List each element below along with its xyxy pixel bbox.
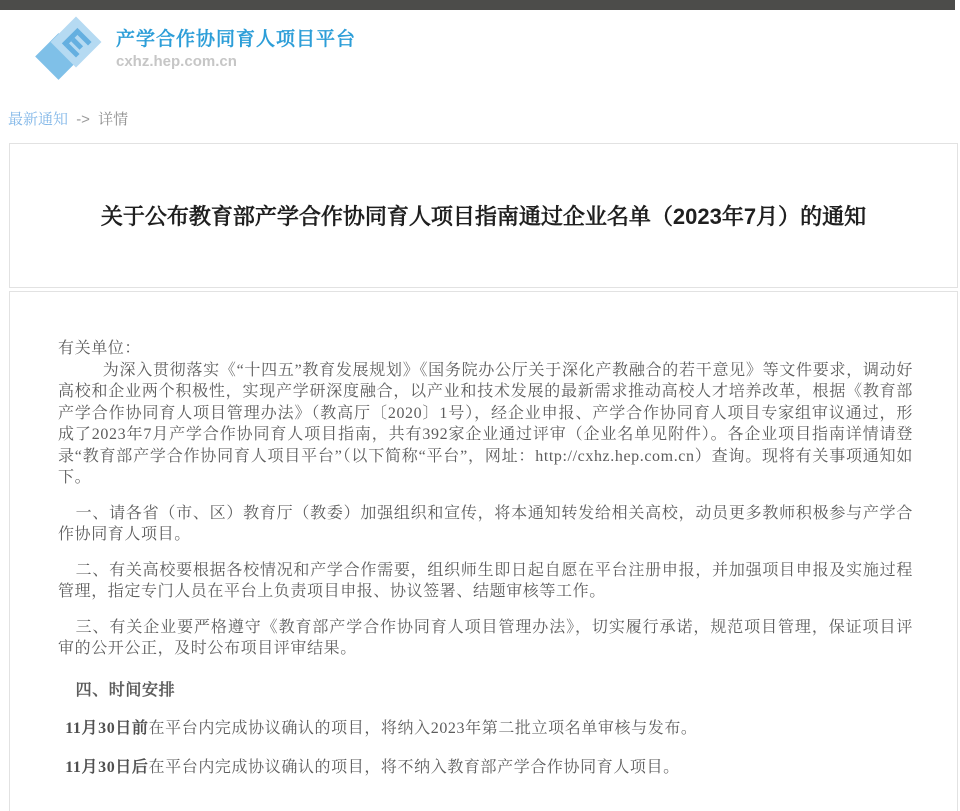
breadcrumb-separator: -> <box>76 111 90 128</box>
site-header <box>0 10 960 86</box>
notice-title: 关于公布教育部产学合作协同育人项目指南通过企业名单（2023年7月）的通知 <box>100 204 867 229</box>
notice-deadline-before <box>58 718 913 740</box>
brand-block <box>116 28 356 72</box>
notice-deadline-after <box>58 757 913 779</box>
notice-intro-paragraph: 为深入贯彻落实《“十四五”教育发展规划》《国务院办公厅关于深化产教融合的若干意见》等文件要求，调动好高校和企业两个积极性，实现产学研深度融合，以产业和技术发展的最新需求推动高校人才培养改革，根据《教育部产学合作协同育人项目管理办法》（教高厅〔2020〕1号），经企业申报、产学合作协同育人项目专家组审议通过，形成了2023年7月产学合作协同育人项目指南，共有392家企业通过评审（企业名单见附件）。各企业项目指南详情请登录“教育部产学合作协同育人项目平台”（以下简称“平台”，网址：http://cxhz.hep.com.cn）查询。现将有关事项通知如下。 <box>58 361 913 486</box>
logo-e-glyph-icon <box>62 28 92 58</box>
notice-section-heading: 四、时间安排 <box>75 681 176 699</box>
notice-title-card <box>9 143 958 288</box>
breadcrumb-current-detail: 详情 <box>98 111 129 128</box>
notice-item-1: 一、请各省（市、区）教育厅（教委）加强组织和宣传，将本通知转发给相关高校，动员更多教师积极参与产学合作协同育人项目。 <box>58 504 913 543</box>
deadline-before-date: 11月30日前 <box>65 720 149 737</box>
deadline-after-date: 11月30日后 <box>65 758 149 776</box>
breadcrumb <box>0 86 960 135</box>
breadcrumb-link-latest-notices[interactable]: 最新通知 <box>8 111 69 128</box>
brand-title[interactable]: 产学合作协同育人项目平台 <box>116 29 357 50</box>
deadline-before-text: 在平台内完成协议确认的项目，将纳入2023年第二批立项名单审核与发布。 <box>148 720 698 737</box>
top-window-bar <box>0 0 955 10</box>
platform-logo-icon[interactable] <box>40 18 104 82</box>
brand-url: cxhz.hep.com.cn <box>116 53 237 70</box>
notice-item-3: 三、有关企业要严格遵守《教育部产学合作协同育人项目管理办法》，切实履行承诺，规范项目管理，保证项目评审的公开公正，及时公布项目评审结果。 <box>58 618 913 657</box>
deadline-after-text: 在平台内完成协议确认的项目，将不纳入教育部产学合作协同育人项目。 <box>148 758 680 776</box>
notice-salutation: 有关单位： <box>58 340 142 357</box>
notice-body-card <box>9 291 958 811</box>
notice-item-2: 二、有关高校要根据各校情况和产学合作需要，组织师生即日起自愿在平台注册申报，并加强项目申报及实施过程管理，指定专门人员在平台上负责项目申报、协议签署、结题审核等工作。 <box>58 561 913 600</box>
